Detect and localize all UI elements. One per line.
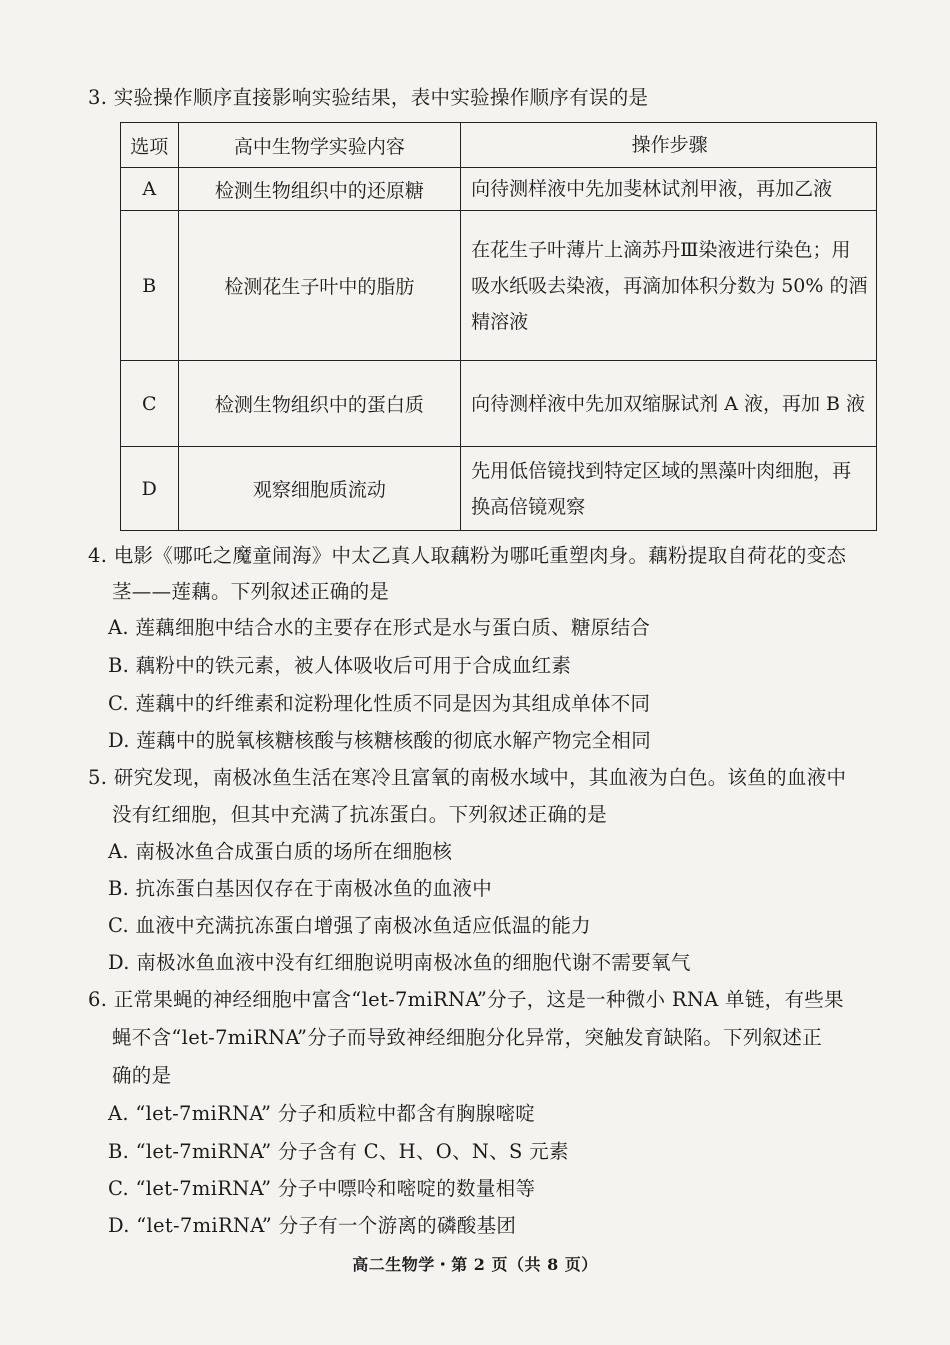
table-cell-content: 观察细胞质流动 — [178, 447, 461, 531]
question-4-option-a: A. 莲藕细胞中结合水的主要存在形式是水与蛋白质、糖原结合 — [108, 616, 651, 639]
question-4-stem-line1: 4. 电影《哪吒之魔童闹海》中太乙真人取藕粉为哪吒重塑肉身。藕粉提取自荷花的变态 — [88, 544, 847, 567]
question-5-option-b: B. 抗冻蛋白基因仅存在于南极冰鱼的血液中 — [108, 877, 493, 900]
table-row — [121, 361, 877, 447]
table-cell-content: 检测生物组织中的蛋白质 — [178, 361, 461, 447]
table-cell-option: B — [121, 211, 179, 361]
experiment-table — [120, 122, 877, 531]
question-5-option-c: C. 血液中充满抗冻蛋白增强了南极冰鱼适应低温的能力 — [108, 914, 591, 937]
table-header-option: 选项 — [121, 123, 179, 168]
question-5-option-d: D. 南极冰鱼血液中没有红细胞说明南极冰鱼的细胞代谢不需要氧气 — [108, 951, 691, 974]
question-5-stem-line1: 5. 研究发现，南极冰鱼生活在寒冷且富氧的南极水域中，其血液为白色。该鱼的血液中 — [88, 766, 847, 789]
table-row — [121, 447, 877, 531]
question-6-stem-line3: 确的是 — [112, 1064, 172, 1087]
question-5-option-a: A. 南极冰鱼合成蛋白质的场所在细胞核 — [108, 840, 453, 863]
table-row — [121, 168, 877, 211]
question-4-option-d: D. 莲藕中的脱氧核糖核酸与核糖核酸的彻底水解产物完全相同 — [108, 729, 652, 752]
question-6-option-d: D. “let-7miRNA” 分子有一个游离的磷酸基团 — [108, 1214, 517, 1237]
question-3-stem: 3. 实验操作顺序直接影响实验结果，表中实验操作顺序有误的是 — [88, 86, 649, 109]
question-5-stem-line2: 没有红细胞，但其中充满了抗冻蛋白。下列叙述正确的是 — [112, 803, 608, 826]
question-6-stem-line1: 6. 正常果蝇的神经细胞中富含“let-7miRNA”分子，这是一种微小 RNA 单链，有些果 — [88, 988, 844, 1011]
table-cell-option: D — [121, 447, 179, 531]
question-4-option-b: B. 藕粉中的铁元素，被人体吸收后可用于合成血红素 — [108, 654, 572, 677]
table-cell-steps: 向待测样液中先加双缩脲试剂 A 液，再加 B 液 — [461, 361, 877, 447]
table-header-content: 高中生物学实验内容 — [178, 123, 461, 168]
question-6-option-b: B. “let-7miRNA” 分子含有 C、H、O、N、S 元素 — [108, 1140, 569, 1163]
page-footer: 高二生物学・第 2 页（共 8 页） — [352, 1255, 598, 1274]
table-cell-steps: 在花生子叶薄片上滴苏丹Ⅲ染液进行染色；用吸水纸吸去染液，再滴加体积分数为 50% 的酒精溶液 — [461, 211, 877, 361]
table-cell-option: A — [121, 168, 179, 211]
table-row — [121, 211, 877, 361]
table-header-steps: 操作步骤 — [461, 123, 877, 168]
table-header-row — [121, 123, 877, 168]
question-6-option-a: A. “let-7miRNA” 分子和质粒中都含有胸腺嘧啶 — [108, 1102, 536, 1125]
question-6-stem-line2: 蝇不含“let-7miRNA”分子而导致神经细胞分化异常，突触发育缺陷。下列叙述正 — [112, 1026, 823, 1049]
question-6-option-c: C. “let-7miRNA” 分子中嘌呤和嘧啶的数量相等 — [108, 1177, 536, 1200]
table-cell-steps: 向待测样液中先加斐林试剂甲液，再加乙液 — [461, 168, 877, 211]
table-cell-content: 检测生物组织中的还原糖 — [178, 168, 461, 211]
table-cell-steps: 先用低倍镜找到特定区域的黑藻叶肉细胞，再换高倍镜观察 — [461, 447, 877, 531]
question-4-stem-line2: 茎——莲藕。下列叙述正确的是 — [112, 580, 390, 603]
table-cell-content: 检测花生子叶中的脂肪 — [178, 211, 461, 361]
table-cell-option: C — [121, 361, 179, 447]
question-4-option-c: C. 莲藕中的纤维素和淀粉理化性质不同是因为其组成单体不同 — [108, 692, 651, 715]
